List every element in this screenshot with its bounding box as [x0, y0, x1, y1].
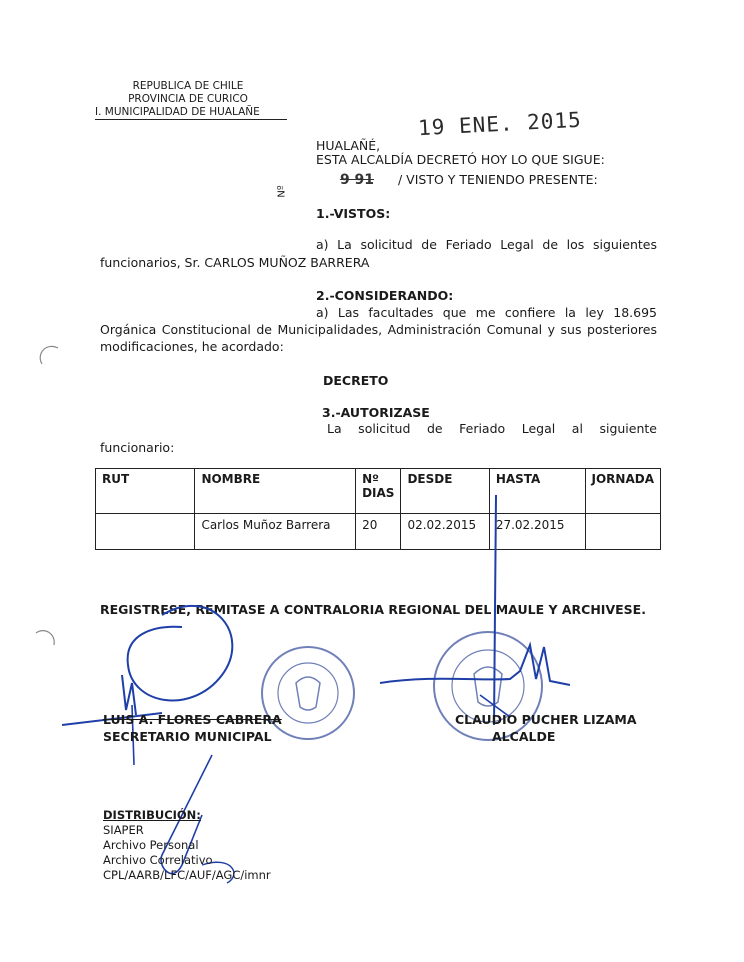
decree-number-line: [316, 172, 598, 188]
distribution-item: CPL/AARB/LFC/AUF/AGC/imnr: [103, 868, 271, 882]
col-hasta: HASTA: [489, 469, 585, 514]
place-label: HUALAÑÉ,: [316, 138, 381, 153]
section3-text-cont: funcionario:: [100, 440, 175, 455]
header-municipality: I. MUNICIPALIDAD DE HUALAÑE: [95, 106, 287, 120]
header-country: REPUBLICA DE CHILE: [132, 80, 244, 92]
number-label: Nº: [276, 185, 288, 198]
distribution-title: DISTRIBUCIÓN:: [103, 808, 201, 822]
distribution-block: [103, 808, 271, 883]
cell-dias: 20: [356, 514, 401, 550]
cell-nombre: Carlos Muñoz Barrera: [195, 514, 356, 550]
right-signature-icon: [370, 495, 610, 735]
right-signatory-name: CLAUDIO PUCHER LIZAMA: [455, 712, 637, 727]
decree-number: 9 91: [339, 172, 375, 188]
col-rut: RUT: [96, 469, 195, 514]
section1-title: 1.-VISTOS:: [316, 206, 391, 221]
closing-statement: REGISTRESE, REMITASE A CONTRALORIA REGIONAL DEL MAULE Y ARCHIVESE.: [100, 602, 646, 617]
col-nombre: NOMBRE: [195, 469, 356, 514]
distribution-item: Archivo Correlativo: [103, 853, 213, 867]
col-dias: Nº DIAS: [356, 469, 401, 514]
section3-title: 3.-AUTORIZASE: [322, 405, 430, 420]
section2-title: 2.-CONSIDERANDO:: [316, 288, 454, 303]
section3-text: La solicitud de Feriado Legal al siguiente: [327, 421, 657, 436]
col-jornada: JORNADA: [585, 469, 660, 514]
date-stamp: 19 ENE. 2015: [417, 107, 583, 141]
header-block: [95, 80, 281, 120]
cell-hasta: 27.02.2015: [489, 514, 585, 550]
col-desde: DESDE: [401, 469, 489, 514]
right-signatory-title: ALCALDE: [492, 729, 556, 744]
left-signatory-title: SECRETARIO MUNICIPAL: [103, 729, 272, 744]
section1-text: a) La solicitud de Feriado Legal de los siguientes funcionarios, Sr. CARLOS MUÑOZ BARRERA: [100, 237, 657, 270]
distribution-item: Archivo Personal: [103, 838, 199, 852]
distribution-item: SIAPER: [103, 823, 144, 837]
header-province: PROVINCIA DE CURICO: [128, 93, 248, 105]
decree-intro: ESTA ALCALDÍA DECRETÓ HOY LO QUE SIGUE:: [316, 152, 605, 167]
decreto-heading: DECRETO: [323, 373, 389, 388]
visto-label: / VISTO Y TENIENDO PRESENTE:: [398, 172, 598, 187]
left-signatory-name: LUIS A. FLORES CABRERA: [103, 712, 282, 727]
punch-hole-icon: [30, 625, 60, 655]
section2-text: a) Las facultades que me confiere la ley 18.695 Orgánica Constitucional de Municipalidades, Administración Comunal y sus posteriores modificaciones, he acordado:: [100, 305, 657, 354]
cell-rut: [96, 514, 195, 550]
cell-desde: 02.02.2015: [401, 514, 489, 550]
punch-hole-icon: [34, 342, 64, 372]
